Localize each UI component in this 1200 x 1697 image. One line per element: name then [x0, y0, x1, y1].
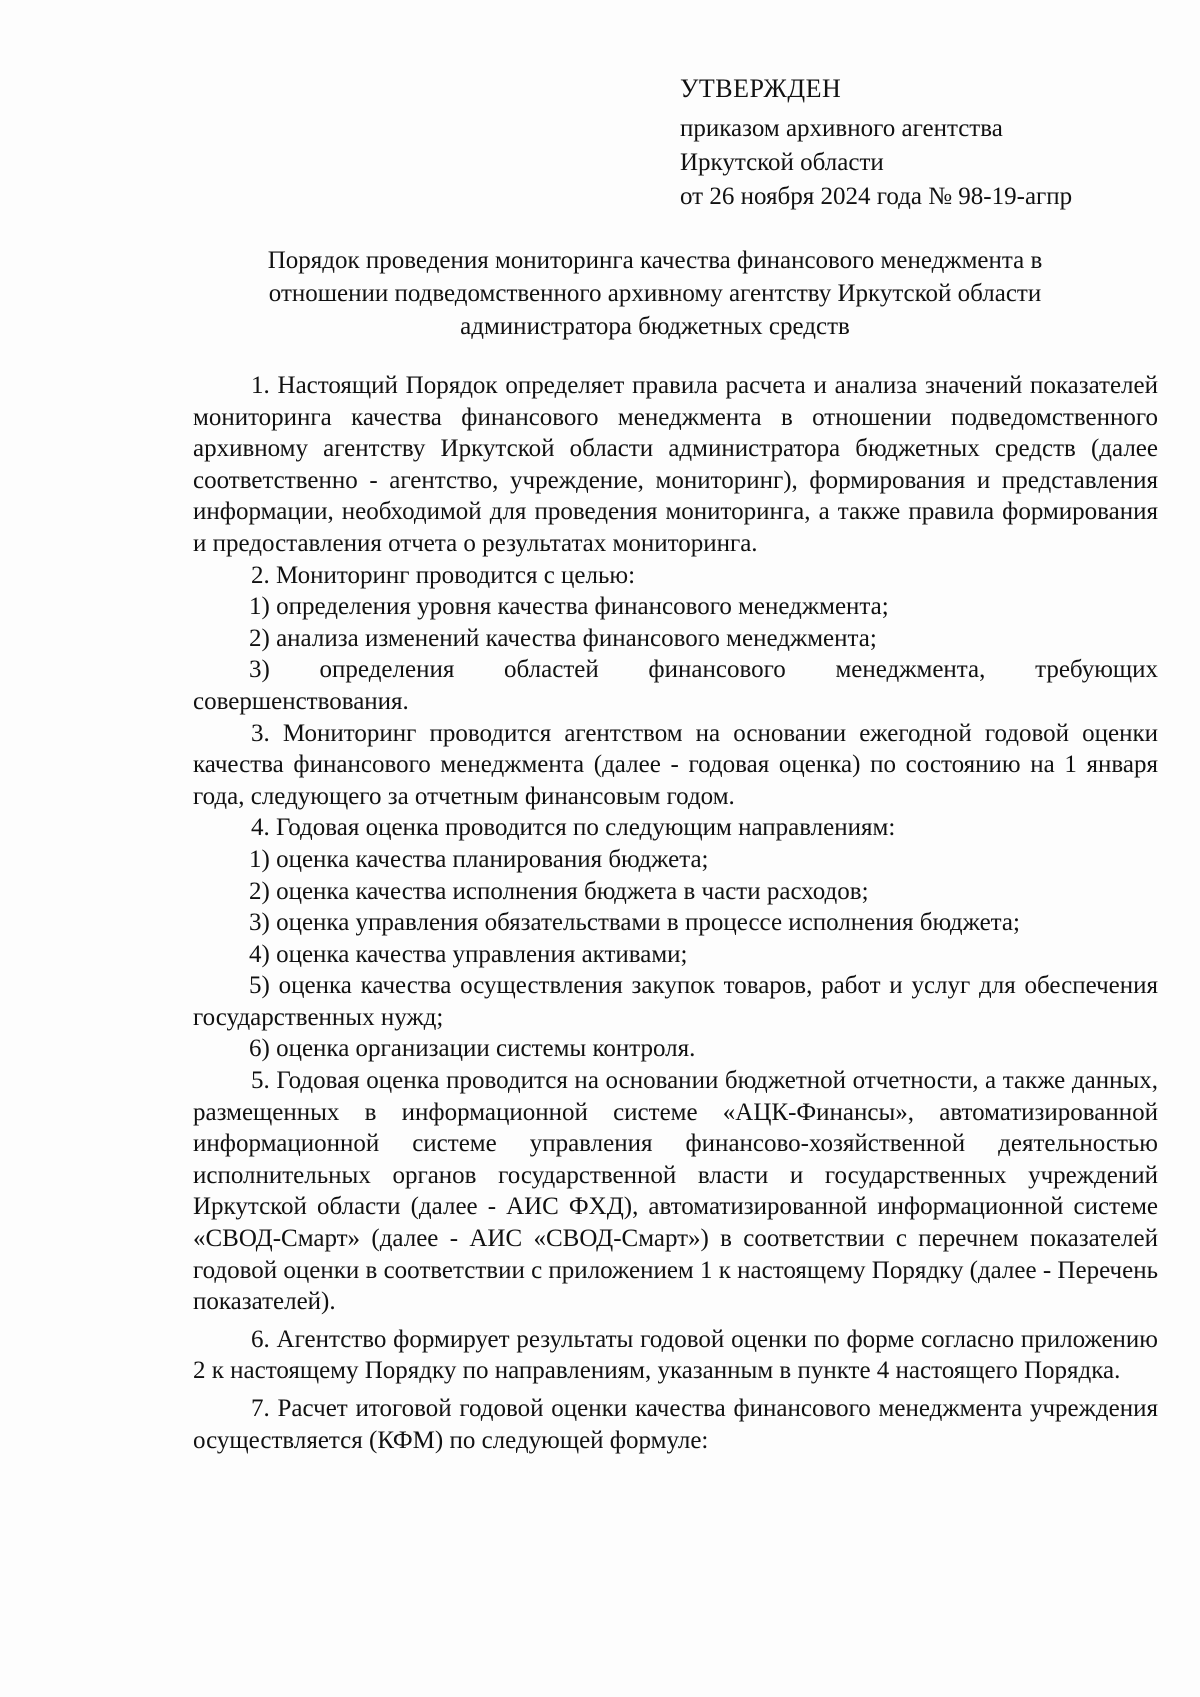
title-line: администратора бюджетных средств [460, 313, 850, 340]
paragraph-1: 1. Настоящий Порядок определяет правила расчета и анализа значений показателей мониторинга качества финансового менеджмента в отношении подведомственного архивному агентству Иркутской области администратора бюджетных средств (далее соответственно - агентство, учреждение, мониторинг), формирования и представления информации, необходимой для проведения мониторинга, а также правила формирования и предоставления отчета о результатах мониторинга. [193, 372, 1158, 557]
approval-line: от 26 ноября 2024 года № 98-19-агпр [680, 183, 1073, 210]
title-line: Порядок проведения мониторинга качества финансового менеджмента в [267, 247, 1043, 274]
approval-block [680, 72, 1150, 214]
list-item: 2) оценка качества исполнения бюджета в части расходов; [249, 877, 869, 905]
list-item: 6) оценка организации системы контроля. [249, 1035, 696, 1063]
document-title [200, 244, 1110, 343]
list-item: 4) оценка качества управления активами; [249, 940, 688, 968]
list-item: 1) определения уровня качества финансового менеджмента; [249, 593, 889, 621]
list-item: 2) анализа изменений качества финансового менеджмента; [249, 624, 877, 652]
paragraph-4: 4. Годовая оценка проводится по следующим направлениям: [251, 814, 896, 842]
approval-line: приказом архивного агентства [680, 115, 1003, 142]
approval-title: УТВЕРЖДЕН [680, 74, 842, 103]
approval-line: Иркутской области [680, 149, 884, 176]
paragraph-7: 7. Расчет итоговой годовой оценки качества финансового менеджмента учреждения осуществляется (КФМ) по следующей формуле: [193, 1395, 1158, 1454]
list-item: 5) оценка качества осуществления закупок товаров, работ и услуг для обеспечения государственных нужд; [193, 972, 1158, 1031]
list-item: 3) оценка управления обязательствами в процессе исполнения бюджета; [249, 909, 1020, 937]
list-item: 3) определения областей финансового менеджмента, требующих совершенствования. [193, 656, 1158, 715]
paragraph-5: 5. Годовая оценка проводится на основании бюджетной отчетности, а также данных, размещенных в информационной системе «АЦК-Финансы», автоматизированной информационной системе управления финансово-хозяйственной деятельностью исполнительных органов государственной власти и государственных учреждений Иркутской области (далее - АИС ФХД), автоматизированной информационной системе «СВОД-Смарт» (далее - АИС «СВОД-Смарт») в соответствии с перечнем показателей годовой оценки в соответствии с приложением 1 к настоящему Порядку (далее - Перечень показателей). [193, 1067, 1159, 1316]
list-item: 1) оценка качества планирования бюджета; [249, 845, 709, 873]
document-body [193, 370, 1158, 1456]
paragraph-6: 6. Агентство формирует результаты годовой оценки по форме согласно приложению 2 к настоящему Порядку по направлениям, указанным в пункте 4 настоящего Порядка. [193, 1325, 1158, 1385]
paragraph-2: 2. Мониторинг проводится с целью: [251, 561, 636, 589]
paragraph-3: 3. Мониторинг проводится агентством на основании ежегодной годовой оценки качества финансового менеджмента (далее - годовая оценка) по состоянию на 1 января года, следующего за отчетным финансовым годом. [193, 719, 1158, 810]
title-line: отношении подведомственного архивному агентству Иркутской области [268, 280, 1042, 307]
